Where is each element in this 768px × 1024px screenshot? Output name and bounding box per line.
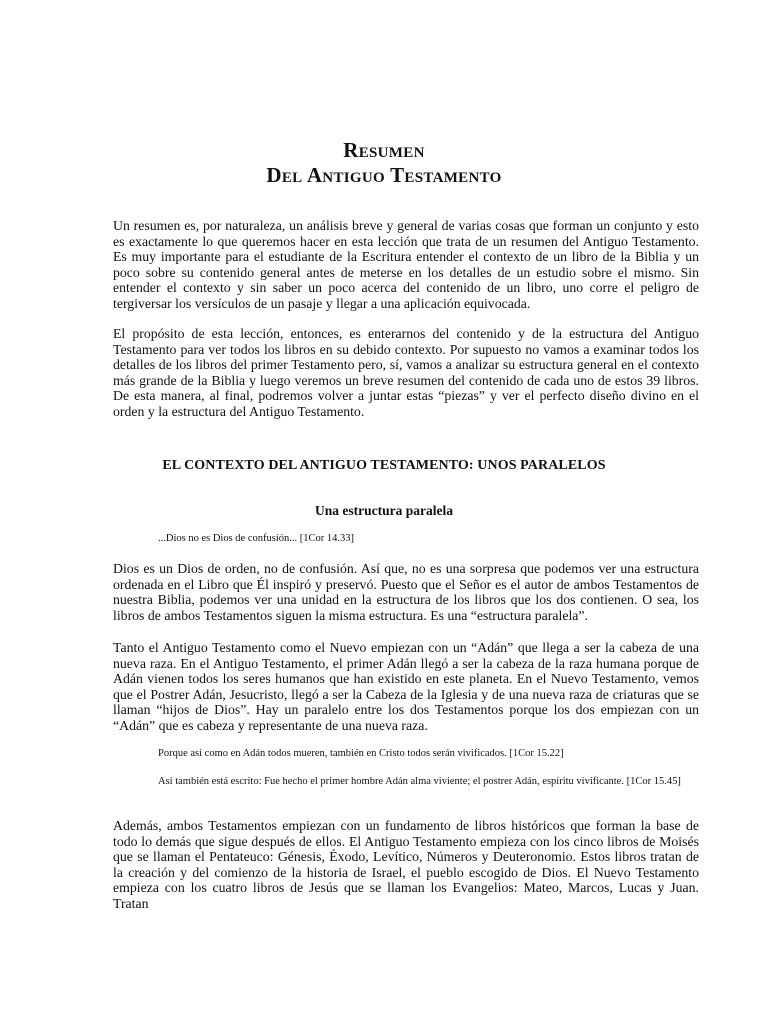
body-paragraph-4: Tanto el Antiguo Testamento como el Nuevo empiezan con un “Adán” que llega a ser la cabeza de una nueva raza. En el Antiguo Testamento, el primer Adán llegó a ser la cabeza de la raza humana porque de Adán vienen todos los seres humanos que han existido en este planeta. En el Nuevo Testamento, vemos que el Postrer Adán, Jesucristo, llegó a ser la Cabeza de la Iglesia y de una nueva raza de criaturas que se llaman “hijos de Dios”. Hay un paralelo entre los dos Testamentos porque los dos empiezan con un “Adán” que es cabeza y representante de una nueva raza. — [113, 640, 699, 733]
intro-paragraph-1: Un resumen es, por naturaleza, un análisis breve y general de varias cosas que forman un conjunto y esto es exactamente lo que queremos hacer en esta lección que trata de un resumen del Antiguo Testamento. Es muy importante para el estudiante de la Escritura entender el contexto de un libro de la Biblia y un poco sobre su contenido general antes de meterse en los detalles de un estudio sobre el mismo. Sin entender el contexto y sin saber un poco acerca del contenido de un libro, uno corre el peligro de tergiversar los versículos de un pasaje y llegar a una aplicación equivocada. — [113, 218, 699, 311]
scripture-quote-1: ...Dios no es Dios de confusión... [1Cor 14.33] — [158, 533, 354, 544]
section-heading: EL CONTEXTO DEL ANTIGUO TESTAMENTO: UNOS PARALELOS — [162, 458, 606, 473]
document-title — [0, 138, 768, 188]
title-line-2: Del Antiguo Testamento — [266, 163, 502, 187]
scripture-quote-2: Porque así como en Adán todos mueren, también en Cristo todos serán vivificados. [1Cor 15.22] — [158, 748, 564, 759]
scripture-quote-3: Así también está escrito: Fue hecho el primer hombre Adán alma viviente; el postrer Adán, espíritu vivificante. [1Cor 15.45] — [158, 776, 681, 787]
body-paragraph-3: Dios es un Dios de orden, no de confusión. Así que, no es una sorpresa que podemos ver una estructura ordenada en el Libro que Él inspiró y preservó. Puesto que el Señor es el autor de ambos Testamentos de nuestra Biblia, podemos ver una unidad en la estructura de los libros que los dos contienen. O sea, los libros de ambos Testamentos siguen la misma estructura. Es una “estructura paralela”. — [113, 561, 699, 623]
sub-heading: Una estructura paralela — [315, 503, 453, 518]
body-paragraph-5: Además, ambos Testamentos empiezan con un fundamento de libros históricos que forman la base de todo lo demás que sigue después de ellos. El Antiguo Testamento empieza con los cinco libros de Moisés que se llaman el Pentateuco: Génesis, Éxodo, Levítico, Números y Deuteronomio. Estos libros tratan de la creación y del comienzo de la historia de Israel, el pueblo escogido de Dios. El Nuevo Testamento empieza con los cuatro libros de Jesús que se llaman los Evangelios: Mateo, Marcos, Lucas y Juan. Tratan — [113, 818, 699, 911]
title-line-1: Resumen — [343, 138, 425, 162]
intro-paragraph-2: El propósito de esta lección, entonces, es enterarnos del contenido y de la estructura del Antiguo Testamento para ver todos los libros en su debido contexto. Por supuesto no vamos a examinar todos los detalles de los libros del primer Testamento pero, sí, vamos a analizar su estructura general en el contexto más grande de la Biblia y luego veremos un breve resumen del contenido de cada uno de estos 39 libros. De esta manera, al final, podremos volver a juntar estas “piezas” y ver el perfecto diseño divino en el orden y la estructura del Antiguo Testamento. — [113, 326, 699, 419]
